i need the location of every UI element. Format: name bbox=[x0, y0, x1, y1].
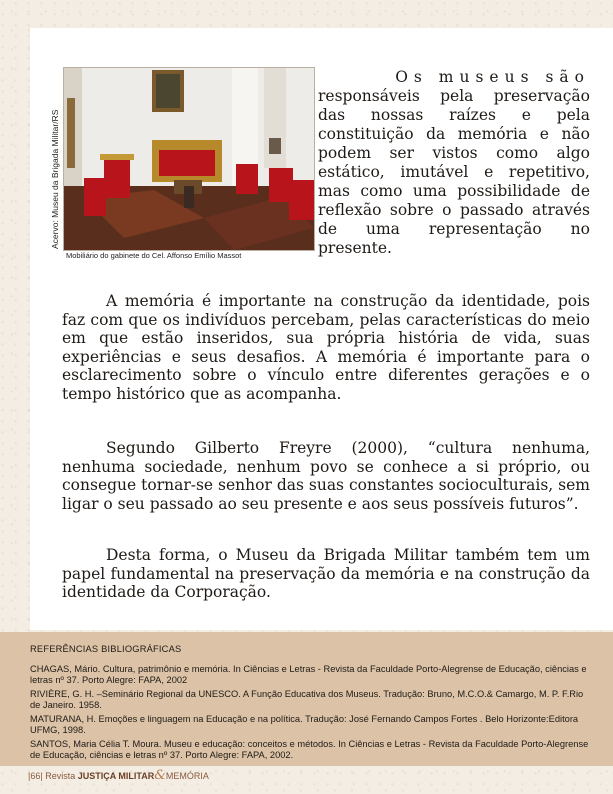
reference-item: MATURANA, H. Emoções e linguagem na Educação e na política. Tradução: José Fernando Campos Fortes . Belo Horizonte:Editora UFMG, 1998. bbox=[30, 714, 579, 735]
body-paragraph-conclusion: Desta forma, o Museu da Brigada Militar também tem um papel fundamental na preservação da memória e na construção da identidade da Corporação. bbox=[62, 546, 590, 601]
reference-item: CHAGAS, Mário. Cultura, patrimônio e memória. In Ciências e Letras - Revista da Faculdade Porto-Alegrense de Educação, ciências e letras nº 37. Porto Alegre: FAPA, 2002 bbox=[30, 664, 587, 685]
photo-credit bbox=[48, 67, 61, 249]
reference-item: RIVIÈRE, G. H. –Seminário Regional da UNESCO. A Função Educativa dos Museus. Tradução: Bruno, M.C.O.& Camargo, M. P. F.Rio de Janeiro. 1958. bbox=[30, 689, 584, 710]
page-footer: |66| Revista JUSTIÇA MILITAR&MEMÓRIA bbox=[28, 768, 209, 783]
reference-item: SANTOS, Maria Célia T. Moura. Museu e educação: conceitos e métodos. In Ciências e Letras - Revista da Faculdade Porto-Alegrense de Educação, ciências e letras nº 37. Porto Alegre: FAPA, 2002. bbox=[30, 739, 589, 760]
intro-paragraph bbox=[318, 68, 590, 258]
photo-caption: Mobiliário do gabinete do Cel. Affonso Emílio Massot bbox=[66, 251, 242, 260]
references-title: REFERÊNCIAS BIBLIOGRÁFICAS bbox=[30, 644, 182, 654]
references-section bbox=[0, 632, 613, 766]
photo-credit-text: Acervo: Museu da Brigada Militar/RS bbox=[50, 109, 60, 249]
magazine-prefix: Revista bbox=[45, 771, 76, 781]
magazine-name: JUSTIÇA MILITAR bbox=[77, 771, 155, 781]
body-paragraph-memory: A memória é importante na construção da identidade, pois faz com que os indivíduos percebam, pelas características do meio em que estão inseridos, sua própria história de vida, suas experiências e seus desafios. A memória é importante para o esclarecimento sobre o vínculo entre diferentes gerações e o tempo histórico que as acompanha. bbox=[62, 292, 590, 403]
intro-first-line: Os museus são bbox=[395, 68, 590, 86]
museum-room-photo bbox=[63, 67, 315, 251]
body-paragraph-freyre-quote: Segundo Gilberto Freyre (2000), “cultura nenhuma, nenhuma sociedade, nenhum povo se conhece a si próprio, ou consegue tornar-se senhor das suas constantes socioculturais, sem ligar o seu passado ao seu presente e aos seus possíveis futuros”. bbox=[62, 439, 590, 513]
page-number: 66 bbox=[30, 771, 41, 781]
magazine-suffix: MEMÓRIA bbox=[165, 771, 209, 781]
intro-rest: responsáveis pela preservação das nossas raízes e pela constituição da memória e não podem ser vistos como algo estático, imutável e repetitivo, mas como uma possibilidade de reflexão sobre o passado através de uma representação no presente. bbox=[318, 87, 590, 257]
magazine-ampersand: & bbox=[154, 768, 166, 783]
